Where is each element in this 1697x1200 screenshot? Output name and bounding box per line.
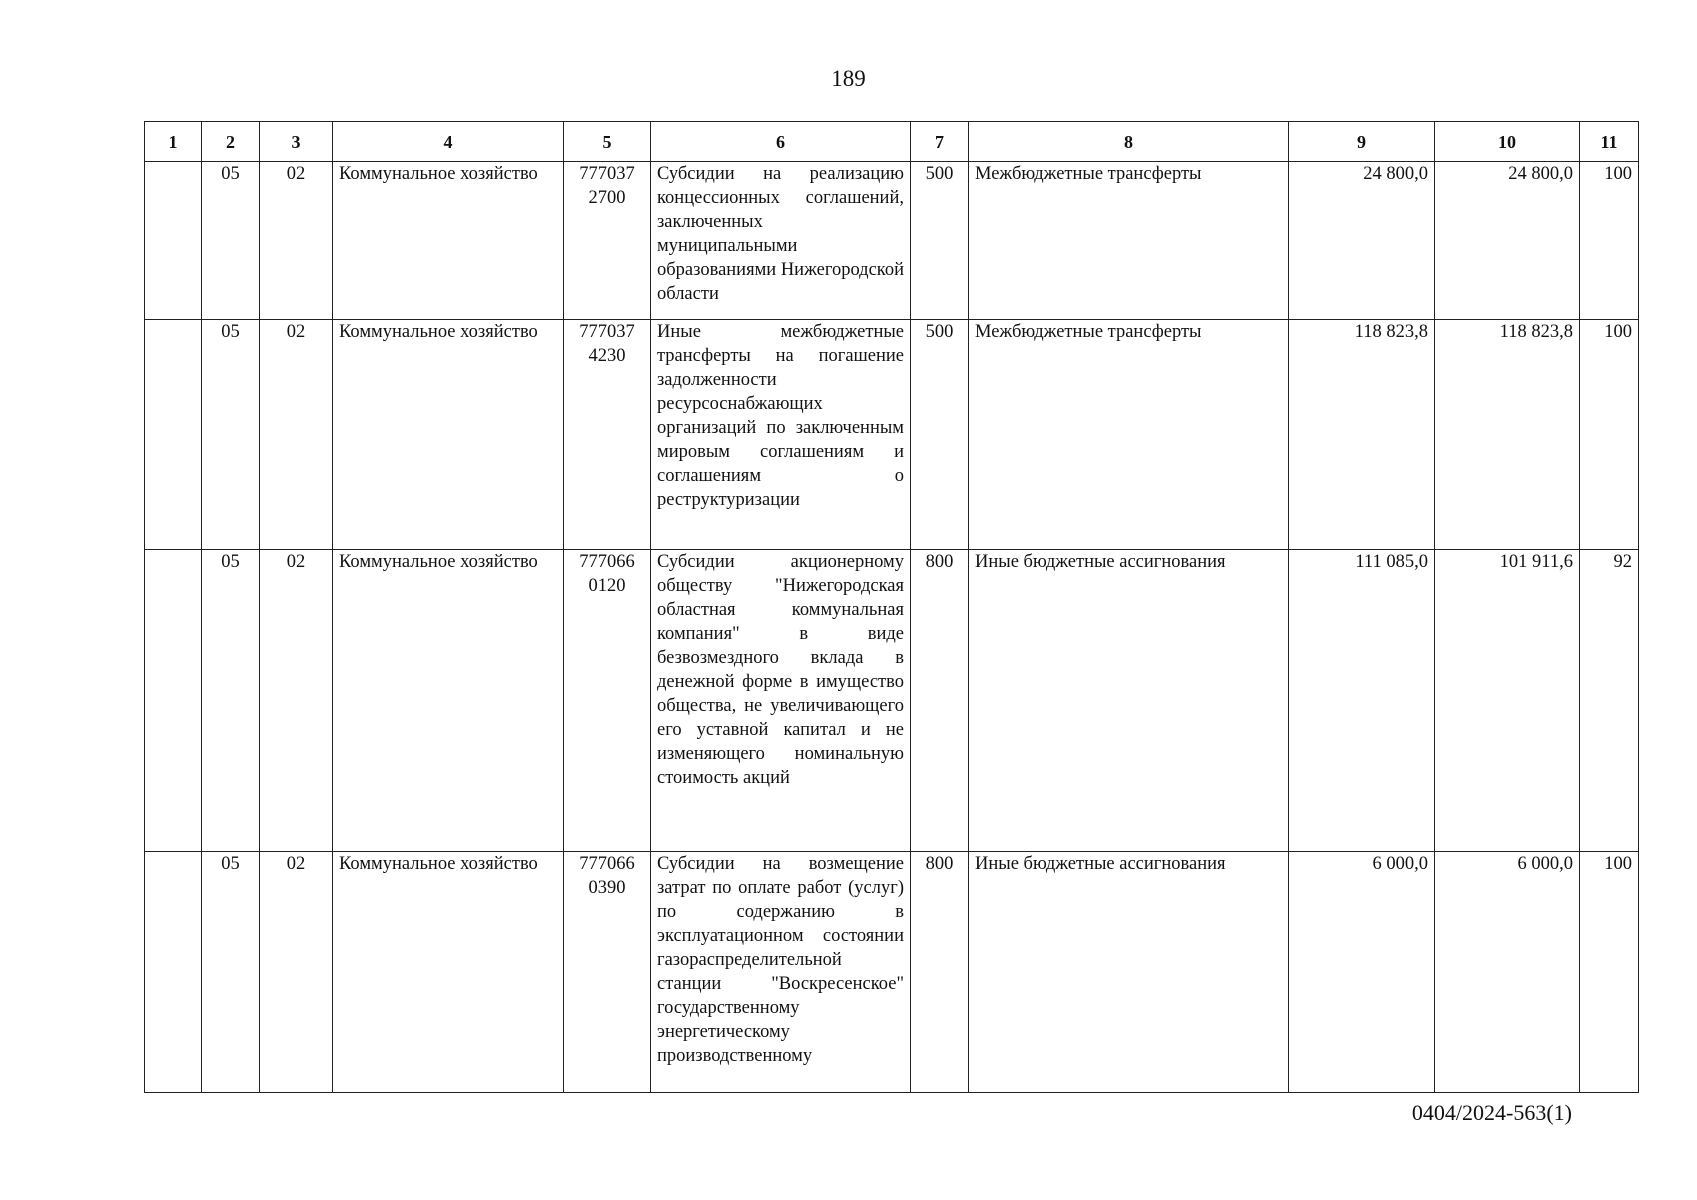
target-code-part: 0120 bbox=[588, 576, 626, 596]
column-header: 11 bbox=[1580, 122, 1639, 162]
section-name-cell: Коммунальное хозяйство bbox=[333, 852, 564, 1093]
subsection-cell: 02 bbox=[260, 162, 333, 320]
section-name-cell: Коммунальное хозяйство bbox=[333, 162, 564, 320]
expense-type-cell: 500 bbox=[911, 320, 969, 550]
expense-type-name-cell: Иные бюджетные ассигнования bbox=[969, 550, 1289, 852]
expense-type-cell: 500 bbox=[911, 162, 969, 320]
target-code-cell bbox=[564, 162, 651, 320]
percent-cell: 100 bbox=[1580, 320, 1639, 550]
description-cell: Субсидии на возмещение затрат по оплате работ (услуг) по содержанию в эксплуатационном состоянии газораспределительной станции "Воскресенское" государственному энергетическому производственному bbox=[651, 852, 911, 1093]
expense-type-cell: 800 bbox=[911, 550, 969, 852]
percent-cell: 100 bbox=[1580, 852, 1639, 1093]
row-number-cell bbox=[145, 550, 202, 852]
target-code-part: 4230 bbox=[588, 346, 626, 366]
target-code-cell bbox=[564, 320, 651, 550]
section-name-cell: Коммунальное хозяйство bbox=[333, 320, 564, 550]
section-cell: 05 bbox=[202, 852, 260, 1093]
target-code-cell bbox=[564, 852, 651, 1093]
planned-amount-cell: 6 000,0 bbox=[1289, 852, 1435, 1093]
expense-type-name-cell: Межбюджетные трансферты bbox=[969, 320, 1289, 550]
percent-cell: 92 bbox=[1580, 550, 1639, 852]
executed-amount-cell: 24 800,0 bbox=[1435, 162, 1580, 320]
table-row bbox=[145, 320, 1639, 550]
planned-amount-cell: 111 085,0 bbox=[1289, 550, 1435, 852]
column-header: 5 bbox=[564, 122, 651, 162]
description-cell: Субсидии акционерному обществу "Нижегородская областная коммунальная компания" в виде безвозмездного вклада в денежной форме в имущество общества, не увеличивающего его уставной капитал и не изменяющего номинальную стоимость акций bbox=[651, 550, 911, 852]
target-code-part: 777037 bbox=[579, 164, 635, 184]
table-row bbox=[145, 550, 1639, 852]
subsection-cell: 02 bbox=[260, 550, 333, 852]
column-header: 1 bbox=[145, 122, 202, 162]
table-row bbox=[145, 162, 1639, 320]
target-code-part: 0390 bbox=[588, 878, 626, 898]
subsection-cell: 02 bbox=[260, 852, 333, 1093]
planned-amount-cell: 24 800,0 bbox=[1289, 162, 1435, 320]
planned-amount-cell: 118 823,8 bbox=[1289, 320, 1435, 550]
description-cell: Иные межбюджетные трансферты на погашение задолженности ресурсоснабжающих организаций по заключенным мировым соглашениям и соглашениям о реструктуризации bbox=[651, 320, 911, 550]
executed-amount-cell: 6 000,0 bbox=[1435, 852, 1580, 1093]
section-cell: 05 bbox=[202, 320, 260, 550]
column-header: 10 bbox=[1435, 122, 1580, 162]
executed-amount-cell: 118 823,8 bbox=[1435, 320, 1580, 550]
row-number-cell bbox=[145, 162, 202, 320]
table-row bbox=[145, 852, 1639, 1093]
executed-amount-cell: 101 911,6 bbox=[1435, 550, 1580, 852]
column-header: 3 bbox=[260, 122, 333, 162]
column-header: 9 bbox=[1289, 122, 1435, 162]
document-registration-code: 0404/2024-563(1) bbox=[1411, 1100, 1572, 1125]
target-code-cell bbox=[564, 550, 651, 852]
percent-cell: 100 bbox=[1580, 162, 1639, 320]
target-code-part: 2700 bbox=[588, 188, 626, 208]
budget-table bbox=[144, 121, 1639, 1093]
target-code-part: 777066 bbox=[579, 552, 635, 572]
description-cell: Субсидии на реализацию концессионных соглашений, заключенных муниципальными образованиями Нижегородской области bbox=[651, 162, 911, 320]
header-row bbox=[145, 122, 1639, 162]
target-code-part: 777066 bbox=[579, 854, 635, 874]
target-code-part: 777037 bbox=[579, 322, 635, 342]
section-name-cell: Коммунальное хозяйство bbox=[333, 550, 564, 852]
column-header: 2 bbox=[202, 122, 260, 162]
section-cell: 05 bbox=[202, 550, 260, 852]
expense-type-name-cell: Иные бюджетные ассигнования bbox=[969, 852, 1289, 1093]
column-header: 4 bbox=[333, 122, 564, 162]
row-number-cell bbox=[145, 852, 202, 1093]
column-header: 7 bbox=[911, 122, 969, 162]
subsection-cell: 02 bbox=[260, 320, 333, 550]
column-header: 6 bbox=[651, 122, 911, 162]
expense-type-cell: 800 bbox=[911, 852, 969, 1093]
row-number-cell bbox=[145, 320, 202, 550]
expense-type-name-cell: Межбюджетные трансферты bbox=[969, 162, 1289, 320]
section-cell: 05 bbox=[202, 162, 260, 320]
page-number: 189 bbox=[831, 66, 866, 91]
column-header: 8 bbox=[969, 122, 1289, 162]
